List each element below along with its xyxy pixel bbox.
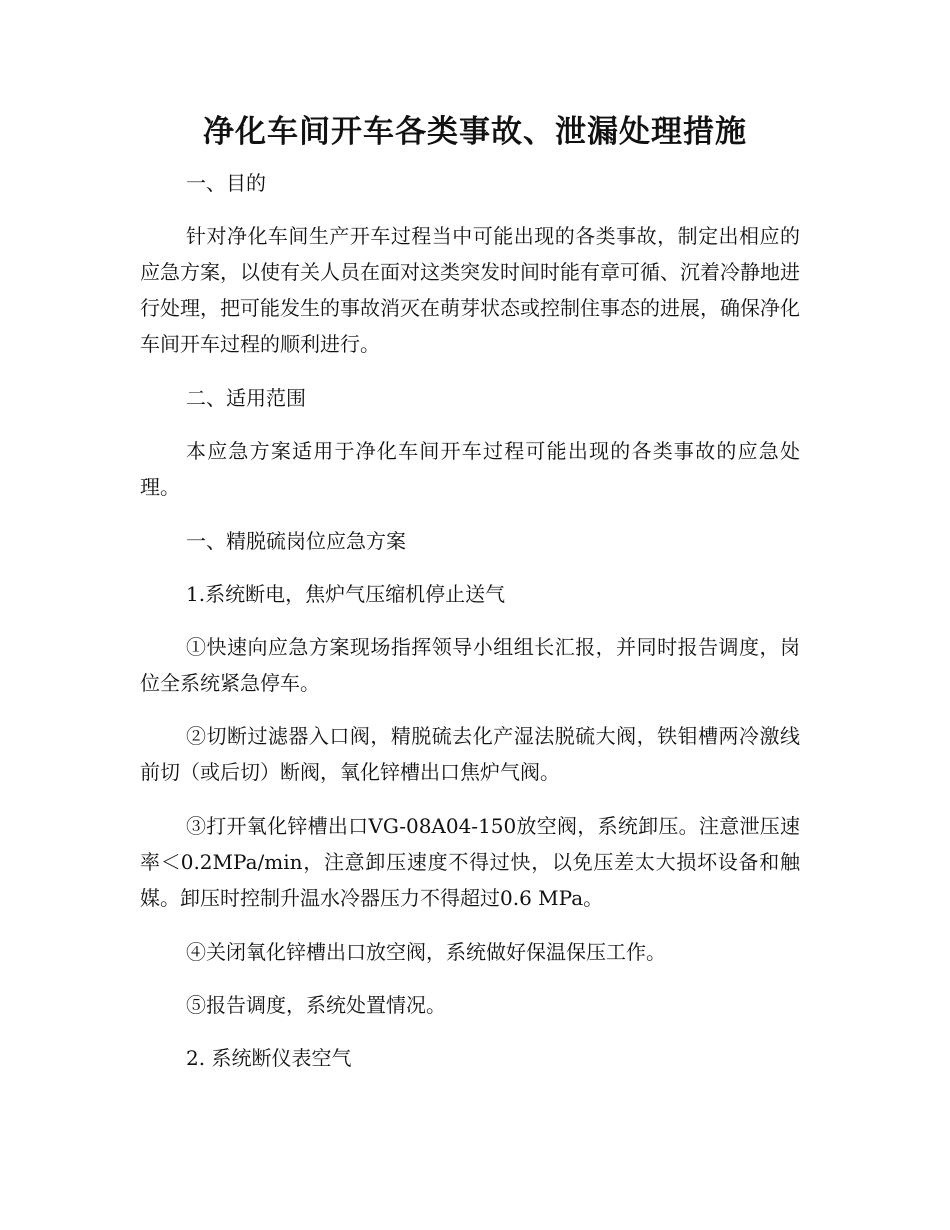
section-heading-purpose: 一、目的 (186, 171, 266, 195)
step-1: ①快速向应急方案现场指挥领导小组组长汇报，并同时报告调度，岗位全系统紧急停车。 (140, 635, 800, 695)
paragraph-scope: 本应急方案适用于净化车间开车过程可能出现的各类事故的应急处理。 (140, 439, 800, 499)
section-heading-scope: 二、适用范围 (186, 386, 306, 410)
item-heading-power-failure: 1.系统断电，焦炉气压缩机停止送气 (186, 582, 506, 606)
document-title: 净化车间开车各类事故、泄漏处理措施 (203, 114, 747, 150)
step-4: ④关闭氧化锌槽出口放空阀，系统做好保温保压工作。 (186, 940, 666, 964)
section-heading-desulfurization: 一、精脱硫岗位应急方案 (186, 529, 406, 553)
step-5: ⑤报告调度，系统处置情况。 (186, 993, 446, 1017)
step-3: ③打开氧化锌槽出口VG-08A04-150放空阀，系统卸压。注意泄压速率＜0.2MPa/min，注意卸压速度不得过快，以免压差太大损坏设备和触媒。卸压时控制升温水冷器压力不得超过0.6 MPa。 (140, 814, 800, 910)
item-heading-instrument-air: 2. 系统断仪表空气 (186, 1046, 352, 1070)
paragraph-purpose: 针对净化车间生产开车过程当中可能出现的各类事故，制定出相应的应急方案，以使有关人员在面对这类突发时间时能有章可循、沉着冷静地进行处理，把可能发生的事故消灭在萌芽状态或控制住事态的进展，确保净化车间开车过程的顺利进行。 (140, 224, 800, 356)
step-2: ②切断过滤器入口阀，精脱硫去化产湿法脱硫大阀，铁钼槽两冷激线前切（或后切）断阀，氧化锌槽出口焦炉气阀。 (140, 724, 800, 784)
